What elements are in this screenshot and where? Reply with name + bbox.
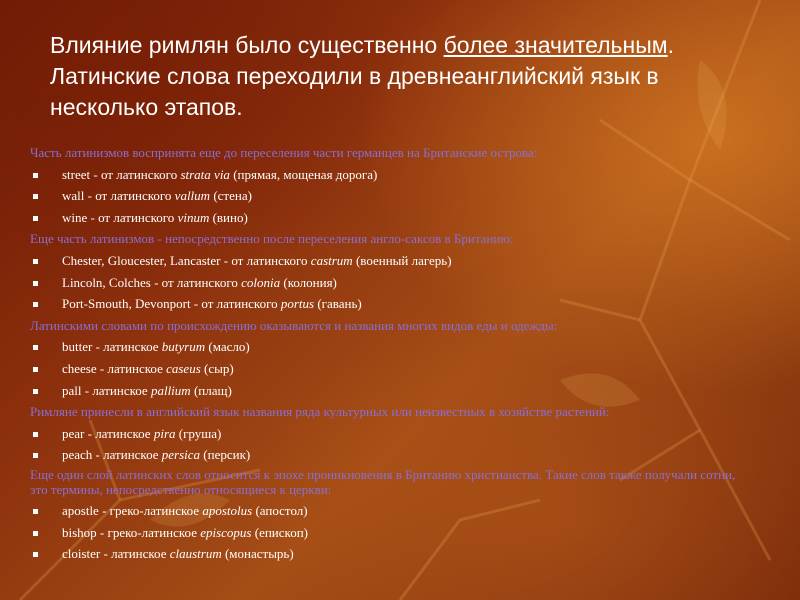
latin-word: portus — [280, 296, 315, 312]
word-origin: Port-Smouth, Devonport - от латинского — [62, 296, 281, 312]
list-item — [30, 293, 770, 315]
title-part-1: Влияние римлян было существенно — [50, 32, 444, 58]
title-emphasis: более значительным — [443, 32, 668, 58]
translation: (вино) — [209, 209, 248, 225]
word-origin: cloister - латинское — [62, 546, 170, 562]
list-item — [30, 358, 770, 380]
translation: (монастырь) — [221, 546, 294, 562]
word-origin: peach - латинское — [62, 447, 162, 463]
translation: (гавань) — [314, 296, 362, 312]
word-origin: butter - латинское — [62, 339, 162, 355]
latin-word: vinum — [177, 209, 210, 225]
word-origin: street - от латинского — [62, 166, 181, 182]
word-origin: pall - латинское — [62, 382, 151, 398]
section-intro: Еще часть латинизмов - непосредственно после переселения англо-саксов в Британию: — [30, 231, 514, 247]
word-origin: bishop - греко-латинское — [62, 524, 201, 540]
translation: (колония) — [280, 274, 337, 290]
list-item — [30, 164, 770, 186]
translation: (стена) — [210, 188, 252, 204]
translation: (сыр) — [200, 360, 234, 376]
list-item — [30, 207, 770, 229]
word-origin: cheese - латинское — [62, 360, 167, 376]
latin-word: claustrum — [169, 546, 222, 562]
latin-word: colonia — [241, 274, 281, 290]
latin-word: castrum — [310, 252, 353, 268]
word-origin: Lincoln, Colches - от латинского — [62, 274, 242, 290]
translation: (персик) — [200, 447, 251, 463]
latin-word: apostolus — [202, 502, 253, 518]
list-item — [30, 444, 770, 466]
list-item — [30, 522, 770, 544]
word-origin: wine - от латинского — [62, 209, 178, 225]
translation: (апостол) — [252, 502, 308, 518]
title-part-2: . Латинские слова переходили в древнеанглийский язык в несколько этапов. — [50, 32, 674, 120]
latin-word: pira — [153, 425, 176, 441]
latin-word: caseus — [166, 360, 201, 376]
list-item — [30, 380, 770, 402]
latin-word: pallium — [150, 382, 191, 398]
word-origin: Chester, Gloucester, Lancaster - от латинского — [62, 252, 311, 268]
latin-word: butyrum — [161, 339, 206, 355]
list-item — [30, 250, 770, 272]
latin-word: persica — [161, 447, 201, 463]
latin-word: vallum — [174, 188, 211, 204]
list-item — [30, 423, 770, 445]
section-intro: Латинскими словами по происхождению оказываются и названия многих видов еды и одежды: — [30, 317, 558, 333]
word-origin: pear - латинское — [62, 425, 154, 441]
slide-title — [50, 30, 750, 123]
translation: (епископ) — [251, 524, 308, 540]
translation: (плащ) — [190, 382, 232, 398]
content-list — [30, 142, 770, 565]
list-item — [30, 500, 770, 522]
word-origin: wall - от латинского — [62, 188, 175, 204]
translation: (военный лагерь) — [352, 252, 452, 268]
section-intro: Еще один слой латинских слов относится к эпохе проникновения в Британию христианства. Такие слов также получали сотни, это термины, непосредственно относящиеся к церкви: — [30, 466, 736, 497]
section-intro: Часть латинизмов воспринята еще до переселения части германцев на Британские острова: — [30, 145, 538, 160]
latin-word: episcopus — [200, 524, 252, 540]
list-item — [30, 543, 770, 565]
word-origin: apostle - греко-латинское — [62, 502, 203, 518]
list-item — [30, 336, 770, 358]
latin-word: strata via — [180, 166, 230, 182]
translation: (прямая, мощеная дорога) — [229, 166, 378, 182]
list-item — [30, 185, 770, 207]
list-item — [30, 272, 770, 294]
translation: (масло) — [205, 339, 250, 355]
section-intro: Римляне принесли в английский язык названия ряда культурных или неизвестных в хозяйстве растений: — [30, 404, 610, 420]
translation: (груша) — [175, 425, 222, 441]
